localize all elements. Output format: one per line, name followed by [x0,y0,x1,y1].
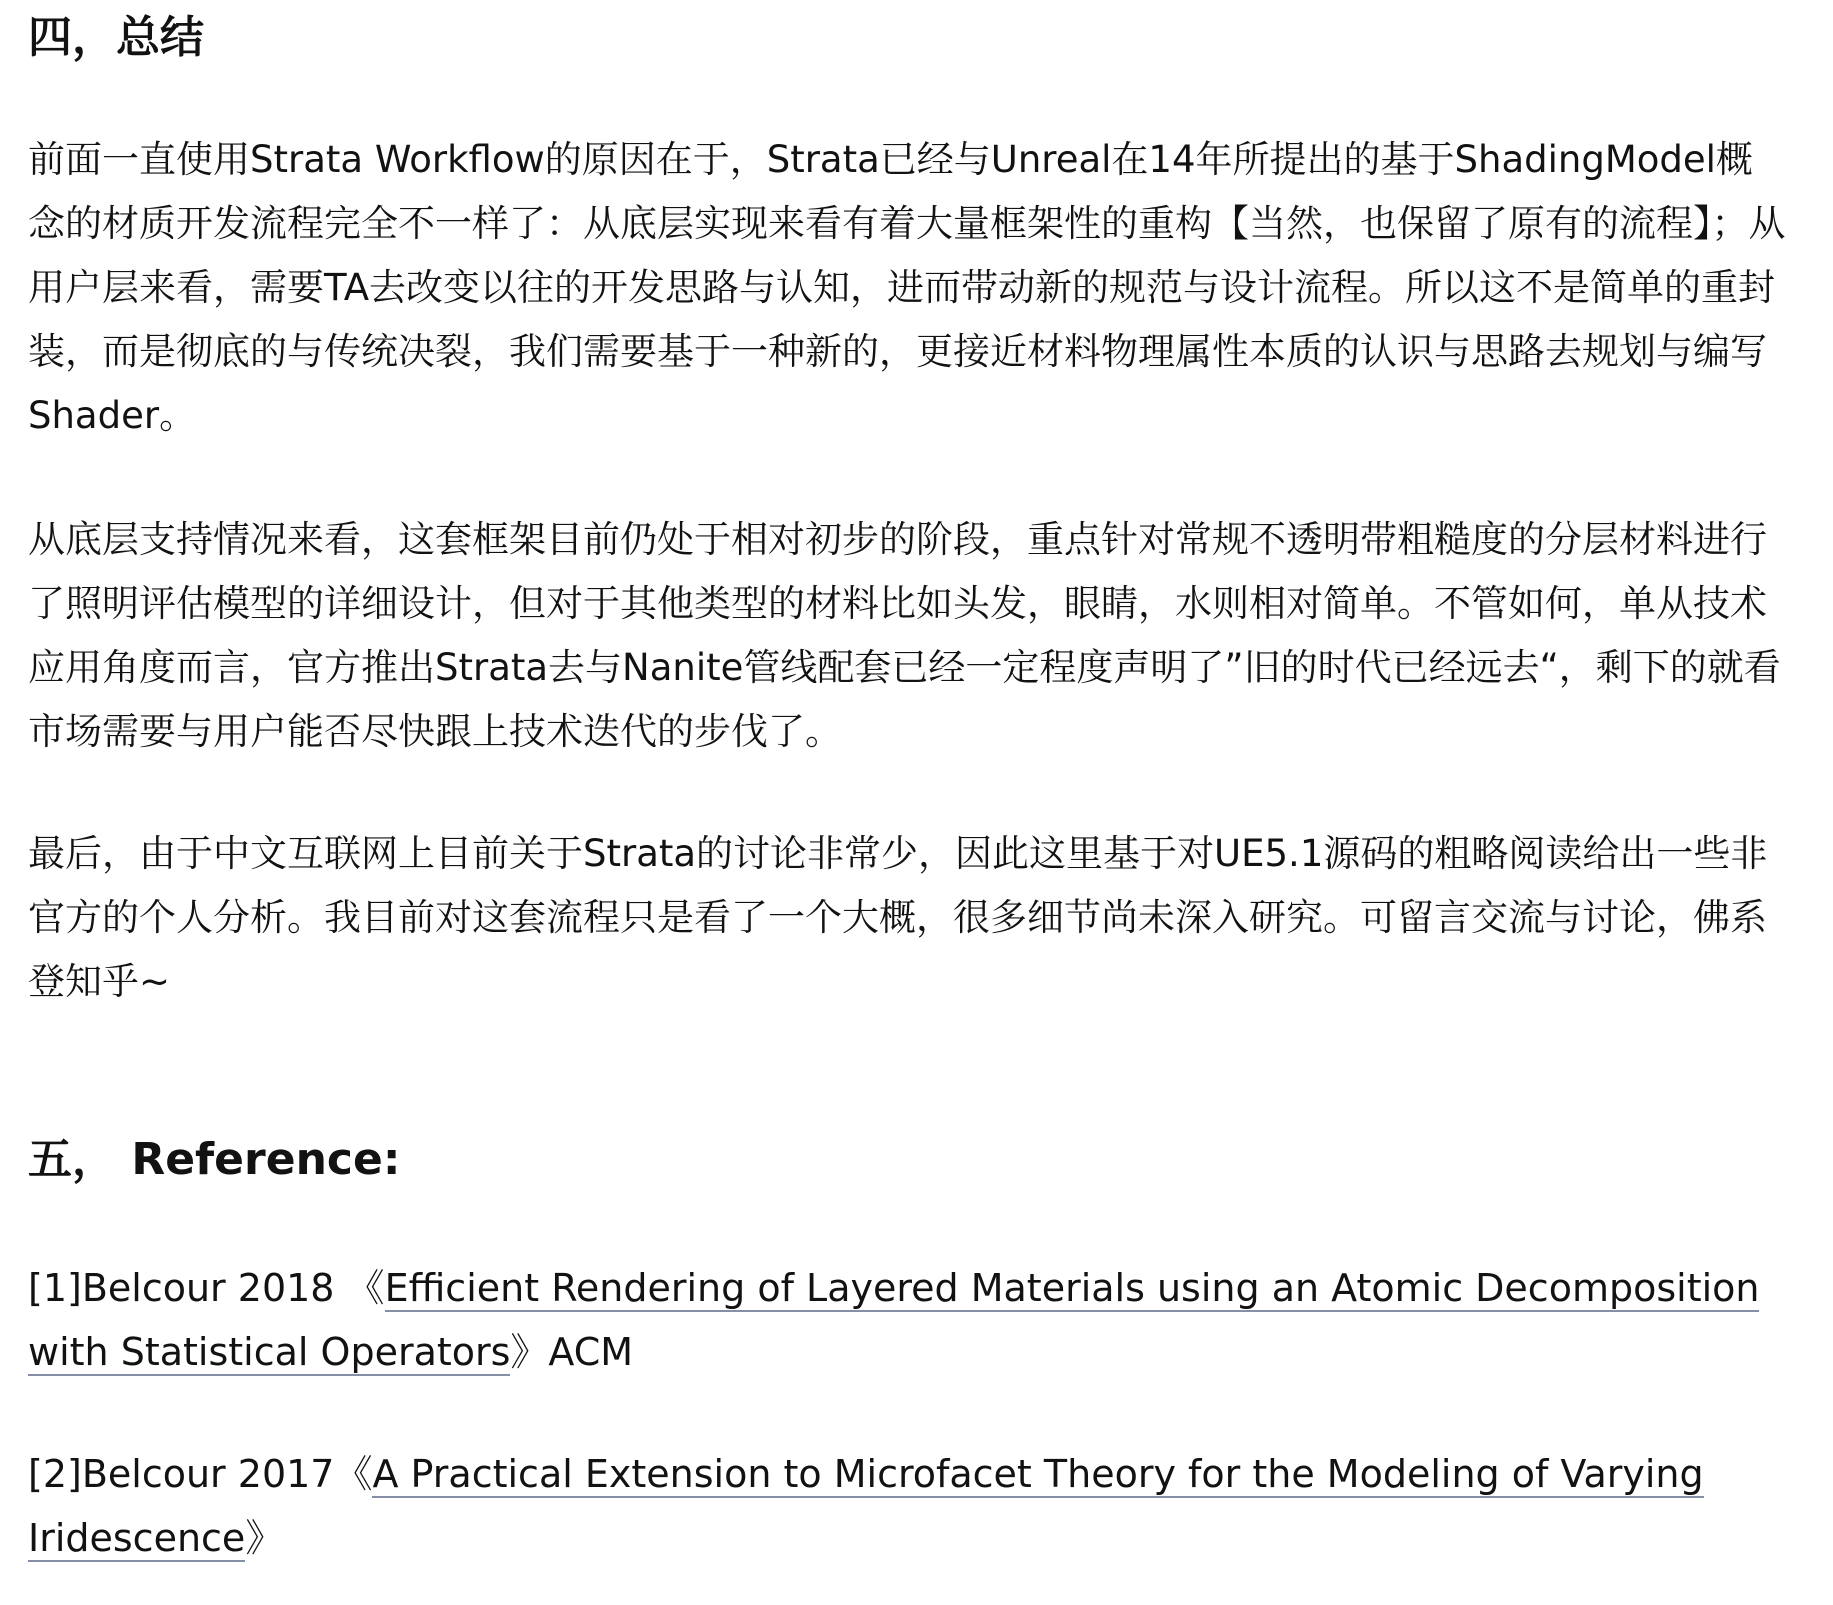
reference-item-2 [28,1442,1788,1570]
reference-link-1[interactable]: Efficient Rendering of Layered Materials using an Atomic Decomposition with Statistical Operators [28,1266,1760,1374]
summary-paragraph-2: 从底层支持情况来看，这套框架目前仍处于相对初步的阶段，重点针对常规不透明带粗糙度的分层材料进行了照明评估模型的详细设计，但对于其他类型的材料比如头发，眼睛，水则相对简单。不管如何，单从技术应用角度而言，官方推出Strata去与Nanite管线配套已经一定程度声明了”旧的时代已经远去“，剩下的就看市场需要与用户能否尽快跟上技术迭代的步伐了。 [28,518,1781,753]
summary-paragraph-1: 前面一直使用Strata Workflow的原因在于，Strata已经与Unreal在14年所提出的基于ShadingModel概念的材质开发流程完全不一样了：从底层实现来看有着大量框架性的重构【当然，也保留了原有的流程】；从用户层来看，需要TA去改变以往的开发思路与认知，进而带动新的规范与设计流程。所以这不是简单的重封装，而是彻底的与传统决裂，我们需要基于一种新的，更接近材料物理属性本质的认识与思路去规划与编写Shader。 [28,138,1786,437]
reference-item-1 [28,1256,1788,1384]
reference-suffix: 》 [245,1516,284,1560]
section-heading-reference: 五， Reference: [28,1134,401,1185]
reference-link-2[interactable]: A Practical Extension to Microfacet Theory for the Modeling of Varying Iridescence [28,1452,1704,1560]
reference-suffix: 》ACM [510,1330,634,1374]
summary-paragraph-3: 最后，由于中文互联网上目前关于Strata的讨论非常少，因此这里基于对UE5.1源码的粗略阅读给出一些非官方的个人分析。我目前对这套流程只是看了一个大概，很多细节尚未深入研究。可留言交流与讨论，佛系登知乎~ [28,832,1768,1003]
section-heading-summary: 四，总结 [28,12,204,63]
reference-prefix: [1]Belcour 2018 《 [28,1266,385,1310]
reference-prefix: [2]Belcour 2017《 [28,1452,373,1496]
